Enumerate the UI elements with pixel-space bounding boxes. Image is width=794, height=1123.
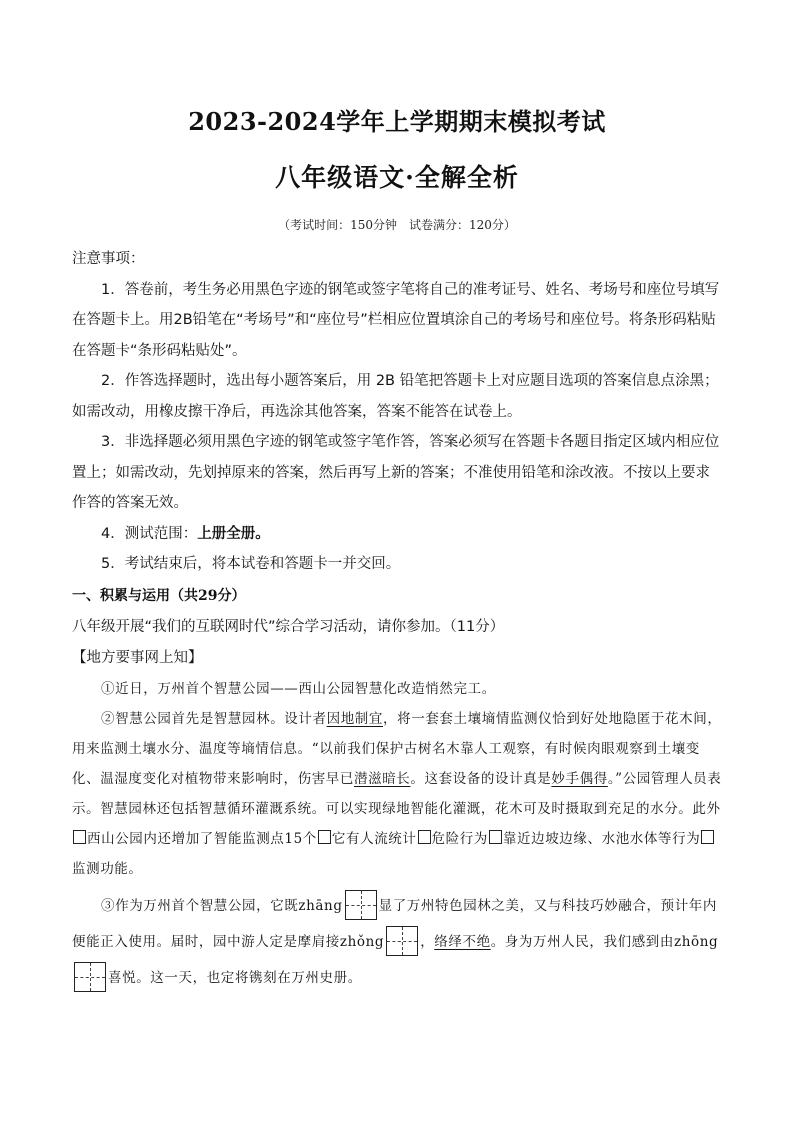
- p2-text-a: ②智慧公园首先是智慧园林。设计者: [101, 711, 327, 727]
- p2-text-h: 靠近边坡边缘、水池水体等行为: [502, 831, 701, 847]
- underlined-idiom-1: 因地制宜: [326, 711, 384, 727]
- p2-text-b: ，将一套套土壤墒情监测仪恰到好处地隐匿于花木间，用来监测土壤水分、温度等墒情信息。“以前我们保护古树名木靠人工观察，有时候肉眼观察到土壤变化、温湿度变化对植物带来影响时，伤害早已: [72, 711, 722, 787]
- passage-block: [72, 674, 724, 996]
- notice-item-5: 5．考试结束后，将本试卷和答题卡一并交回。: [101, 556, 401, 572]
- p2-text-e: 西山公园内还增加了智能监测点15个: [87, 831, 317, 847]
- passage-p2: [72, 704, 724, 884]
- p3-text-c: ，: [420, 934, 435, 950]
- section-intro-block: [72, 612, 724, 673]
- p3-text-e: 喜悦。这一天，也定将镌刻在万州史册。: [108, 970, 362, 986]
- p3-text-b: 显了万州特色园林之美，又与科技巧妙融合，预计年内便能正入使用。届时，园中游人定是摩肩接: [72, 898, 718, 950]
- underlined-idiom-2: 潜滋暗长: [354, 771, 411, 787]
- p3-text-d: 。身为万州人民，我们感到由: [490, 934, 675, 950]
- notice-block: [72, 244, 724, 580]
- underlined-idiom-4: 络绎不绝: [434, 934, 491, 950]
- punctuation-blank-3[interactable]: [418, 830, 431, 844]
- notice-item-3: 3．非选择题必须用黑色字迹的钢笔或签字笔作答，答案必须写在答题卡各题目指定区域内相应位置上；如需改动，先划掉原来的答案，然后再写上新的答案；不准使用铅笔和涂改液。不按以上要求作答的答案无效。: [72, 434, 720, 511]
- punctuation-blank-1[interactable]: [73, 830, 86, 844]
- p2-text-i: 监测功能。: [72, 861, 143, 877]
- passage-p1: ①近日，万州首个智慧公园——西山公园智慧化改造悄然完工。: [101, 681, 496, 697]
- bracket-title: 【地方要事网上知】: [72, 649, 203, 666]
- passage-p3: [72, 888, 724, 996]
- exam-meta: （考试时间：150分钟 试卷满分：120分）: [278, 218, 516, 232]
- p2-text-g: 危险行为: [431, 831, 488, 847]
- punctuation-blank-4[interactable]: [489, 830, 502, 844]
- notice-item-4: [72, 519, 724, 550]
- notice-heading: 注意事项：: [72, 251, 145, 267]
- tianzige-blank-3[interactable]: [74, 962, 106, 992]
- notice-item-4-prefix: 4．测试范围：: [101, 525, 198, 542]
- punctuation-blank-5[interactable]: [701, 830, 714, 844]
- notice-item-2: 2．作答选择题时，选出每小题答案后，用 2B 铅笔把答题卡上对应题目选项的答案信息点涂黑；如需改动，用橡皮擦干净后，再选涂其他答案，答案不能答在试卷上。: [72, 373, 719, 420]
- section-heading: 一、积累与运用（共29分）: [72, 588, 246, 604]
- notice-item-1: 1．答卷前，考生务必用黑色字迹的钢笔或签字笔将自己的准考证号、姓名、考场号和座位号填写在答题卡上。用2B铅笔在“考场号”和“座位号”栏相应位置填涂自己的考场号和座位号。将条形码粘贴在答题卡“条形码粘贴处”。: [72, 281, 720, 359]
- activity-intro: 八年级开展“我们的互联网时代”综合学习活动，请你参加。（11分）: [72, 619, 505, 635]
- pinyin-3: zhōng: [674, 934, 719, 950]
- pinyin-2: zhǒng: [339, 934, 385, 950]
- exam-title: 2023-2024学年上学期期末模拟考试: [188, 107, 606, 136]
- tianzige-blank-1[interactable]: [345, 890, 377, 920]
- p2-text-c: 。这套设备的设计真是: [410, 771, 552, 787]
- pinyin-1: zhāng: [298, 898, 343, 914]
- p3-text-a: ③作为万州首个智慧公园，它既: [101, 898, 299, 914]
- p2-text-f: 它有人流统计: [331, 831, 417, 847]
- exam-subtitle: 八年级语文·全解全析: [275, 163, 519, 192]
- punctuation-blank-2[interactable]: [318, 830, 331, 844]
- underlined-idiom-3: 妙手偶得: [551, 771, 608, 787]
- p2-text-d: 。”公园管理人员表示。智慧园林还包括智慧循环灌溉系统。可以实现绿地智能化灌溉，花木可及时摄取到充足的水分。此外: [72, 771, 722, 817]
- notice-item-4-range: 上册全册。: [197, 525, 270, 542]
- tianzige-blank-2[interactable]: [386, 926, 418, 956]
